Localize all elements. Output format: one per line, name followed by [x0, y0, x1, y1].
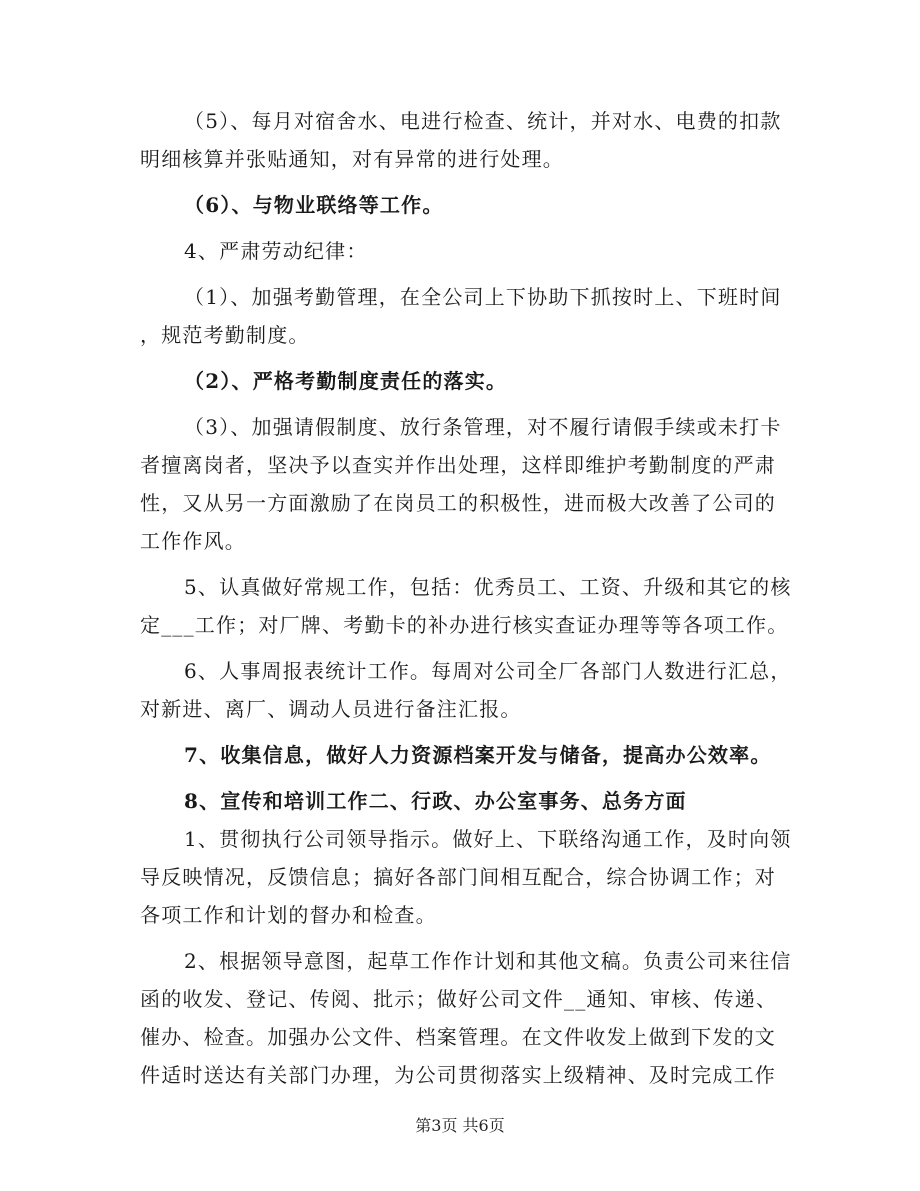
- text-line: 6、人事周报表统计工作。每周对公司全厂各部门人数进行汇总，: [184, 659, 792, 683]
- text-line: （5）、每月对宿舍水、电进行检查、统计，并对水、电费的扣款: [184, 109, 782, 133]
- text-line: 定___工作；对厂牌、考勤卡的补办进行核实查证办理等等各项工作。: [140, 613, 789, 637]
- text-line: 7、收集信息，做好人力资源档案开发与储备，提高办公效率。: [184, 743, 772, 767]
- text-line: 性，又从另一方面激励了在岗员工的积极性，进而极大改善了公司的: [140, 491, 776, 515]
- text-line: （1）、加强考勤管理，在全公司上下协助下抓按时上、下班时间: [184, 285, 782, 309]
- text-line: 明细核算并张贴通知，对有异常的进行处理。: [140, 147, 564, 171]
- page-number-footer: 第3页 共6页: [415, 1116, 505, 1135]
- text-line: 5、认真做好常规工作，包括：优秀员工、工资、升级和其它的核: [184, 575, 792, 599]
- text-line: 4、严肃劳动纪律：: [184, 239, 368, 263]
- text-line: 催办、检查。加强办公文件、档案管理。在文件收发上做到下发的文: [140, 1025, 776, 1049]
- text-line: （6）、与物业联络等工作。: [184, 193, 444, 217]
- text-line: 各项工作和计划的督办和检查。: [140, 903, 437, 927]
- text-line: 件适时送达有关部门办理，为公司贯彻落实上级精神、及时完成工作: [140, 1063, 776, 1087]
- text-line: 对新进、离厂、调动人员进行备注汇报。: [140, 697, 522, 721]
- text-line: 导反映情况，反馈信息；搞好各部门间相互配合，综合协调工作；对: [140, 865, 776, 889]
- text-line: 者擅离岗者，坚决予以查实并作出处理，这样即维护考勤制度的严肃: [140, 453, 776, 477]
- text-line: 工作作风。: [140, 529, 246, 553]
- text-line: 1、贯彻执行公司领导指示。做好上、下联络沟通工作，及时向领: [184, 827, 792, 851]
- document-body: [140, 102, 792, 1094]
- text-line: （2）、严格考勤制度责任的落实。: [184, 369, 508, 393]
- text-line: 函的收发、登记、传阅、批示；做好公司文件__通知、审核、传递、: [140, 987, 778, 1011]
- text-line: 8、宣传和培训工作二、行政、办公室事务、总务方面: [184, 789, 687, 813]
- text-line: 2、根据领导意图，起草工作作计划和其他文稿。负责公司来往信: [184, 949, 792, 973]
- text-line: ，规范考勤制度。: [140, 323, 310, 347]
- text-line: （3）、加强请假制度、放行条管理，对不履行请假手续或未打卡: [184, 415, 782, 439]
